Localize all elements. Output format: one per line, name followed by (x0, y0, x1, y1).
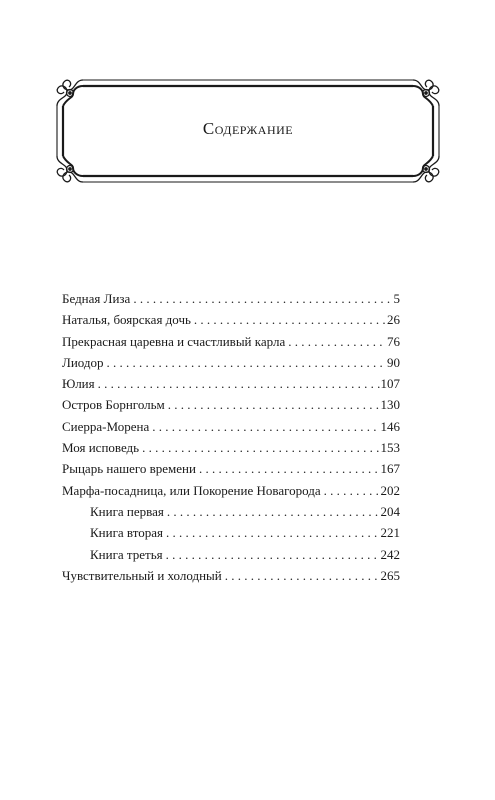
toc-entry-title: Лиодор (62, 354, 104, 370)
toc-page-number: 76 (387, 333, 400, 349)
dot-leader (107, 352, 386, 373)
toc-entry[interactable] (62, 394, 400, 415)
dot-leader (166, 522, 379, 543)
title-frame (53, 76, 443, 186)
toc-entry[interactable] (62, 288, 400, 309)
toc-entry-title: Моя исповедь (62, 440, 140, 456)
toc-page-number: 202 (380, 482, 400, 498)
toc-entry-title: Юлия (62, 376, 95, 392)
dot-leader (168, 394, 380, 415)
toc-entry-title: Остров Борнгольм (62, 397, 165, 413)
toc-page-number: 26 (387, 312, 400, 328)
toc-page-number: 221 (380, 525, 400, 541)
toc-subentry[interactable] (62, 522, 400, 543)
dot-leader (98, 373, 380, 394)
dot-leader (166, 544, 380, 565)
toc-page-number: 90 (387, 354, 400, 370)
toc-entry-title: Бедная Лиза (62, 291, 131, 306)
toc-page-number: 265 (380, 567, 400, 583)
table-of-contents (62, 288, 400, 586)
toc-subentry[interactable] (62, 544, 400, 565)
dot-leader (167, 501, 380, 522)
toc-page-number: 130 (380, 397, 400, 413)
toc-entry-title: Книга первая (90, 503, 164, 519)
toc-page-number: 107 (380, 376, 400, 392)
toc-entry-title: Книга вторая (90, 525, 164, 541)
dot-leader (133, 288, 392, 309)
toc-page-number: 5 (393, 291, 400, 306)
toc-page-number: 153 (380, 440, 400, 456)
dot-leader (194, 309, 386, 330)
toc-entry[interactable] (62, 309, 400, 330)
toc-page-number: 242 (380, 546, 400, 562)
toc-entry-title: Чувствительный и холодный (62, 567, 222, 583)
toc-entry-title: Книга третья (90, 546, 163, 562)
toc-entry-title: Марфа-посадница, или Покорение Новагорода (62, 482, 321, 498)
toc-entry[interactable] (62, 437, 400, 458)
toc-entry-title: Сиерра-Морена (62, 418, 150, 434)
toc-entry-title: Рыцарь нашего времени (62, 461, 196, 477)
toc-entry[interactable] (62, 458, 400, 479)
toc-entry[interactable] (62, 480, 400, 501)
dot-leader (225, 565, 380, 586)
toc-entry[interactable] (62, 331, 400, 352)
toc-entry[interactable] (62, 416, 400, 437)
dot-leader (199, 458, 380, 479)
toc-entry[interactable] (62, 565, 400, 586)
page-title: Содержание (202, 119, 294, 138)
toc-entry-title: Прекрасная царевна и счастливый карла (62, 333, 286, 349)
dot-leader (142, 437, 379, 458)
toc-entry-title: Наталья, боярская дочь (62, 312, 191, 328)
toc-subentry[interactable] (62, 501, 400, 522)
toc-page-number: 167 (380, 461, 400, 477)
dot-leader (288, 331, 386, 352)
toc-page-number: 146 (380, 418, 400, 434)
dot-leader (152, 416, 379, 437)
dot-leader (324, 480, 380, 501)
toc-entry[interactable] (62, 373, 400, 394)
toc-entry[interactable] (62, 352, 400, 373)
toc-page-number: 204 (380, 503, 400, 519)
